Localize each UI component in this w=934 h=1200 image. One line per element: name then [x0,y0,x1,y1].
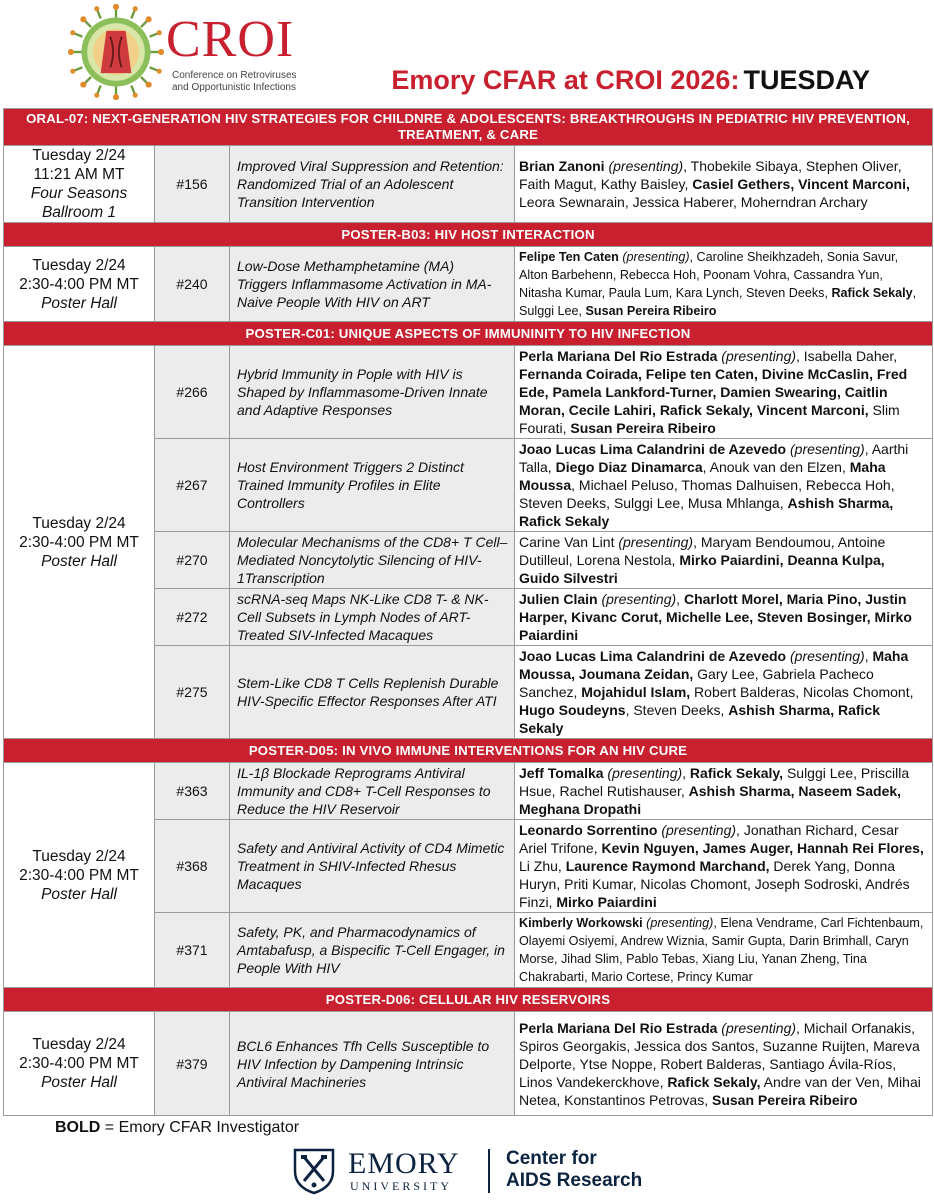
author-segment: (presenting) [614,534,694,550]
abstract-number: #156 [155,146,230,223]
author-segment: , Anouk van den Elzen, [702,459,850,475]
author-segment: (presenting) [618,250,690,264]
author-segment: Joao Lucas Lima Calandrini de Azevedo [519,648,787,664]
abstract-number: #267 [155,439,230,532]
author-segment: Laurence Raymond Marchand, [565,858,770,874]
author-segment: Mirko Paiardini [556,894,657,910]
abstract-number: #240 [155,247,230,322]
session-location: Poster Hall [41,885,117,903]
author-segment: (presenting) [717,348,797,364]
author-segment: Ashish Sharma, Rafick Sekaly [519,495,894,529]
author-segment: Mirko Paiardini, Deanna Kulpa, Guido Silvestri [519,552,885,586]
author-segment: Rafick Sekaly [831,286,913,300]
author-segment: , [676,591,684,607]
abstract-title: Molecular Mechanisms of the CD8+ T Cell– Mediated Noncytolytic Silencing of HIV-1Transcription [230,532,515,589]
author-segment: Li Zhu, [519,858,566,874]
author-segment: , Isabella Daher, [796,348,898,364]
author-segment: Perla Mariana Del Rio Estrada [519,1019,718,1036]
author-segment: Ashish Sharma, Rafick Sekaly [519,702,881,736]
author-list [515,146,933,223]
author-segment: Felipe Ten Caten [519,250,619,264]
author-segment: Brian Zanoni [519,158,605,174]
abstract-number: #266 [155,346,230,439]
croi-subtitle-line: Conference on Retroviruses [172,70,297,81]
session-location: Poster Hall [41,1074,117,1091]
author-segment: Carine Van Lint [519,534,615,550]
author-segment: (presenting) [657,822,737,838]
croi-wordmark: CROI [166,11,295,68]
abstract-number: #363 [155,763,230,820]
session-row [4,146,933,223]
author-list [515,439,933,532]
abstract-number: #368 [155,820,230,913]
session-time: 2:30-4:00 PM MT [19,275,139,293]
author-segment: Diego Diaz Dinamarca [555,459,703,475]
author-segment: Kevin Nguyen, James Auger, Hannah Rei Flores, [601,840,924,856]
section-header-row [4,988,933,1012]
section-heading: POSTER-D06: CELLULAR HIV RESERVOIRS [4,988,933,1012]
author-segment: , Sulggi Lee, [519,286,917,318]
emory-cfar-logo [292,1145,652,1195]
session-time-cell [4,247,155,322]
abstract-title: Safety and Antiviral Activity of CD4 Mimetic Treatment in SHIV-Infected Rhesus Macaques [230,820,515,913]
session-time-cell [4,346,155,739]
abstract-number: #270 [155,532,230,589]
author-segment: Leonardo Sorrentino [519,822,658,838]
session-date: Tuesday 2/24 [32,847,126,865]
page-header [0,0,934,108]
abstract-number: #272 [155,589,230,646]
session-date: Tuesday 2/24 [32,256,126,274]
abstract-title: Low-Dose Methamphetamine (MA) Triggers Inflammasome Activation in MA-Naive People With HIV on ART [230,247,515,322]
author-list [515,532,933,589]
section-heading: POSTER-C01: UNIQUE ASPECTS OF IMMUNINITY TO HIV INFECTION [4,322,933,346]
author-segment: Joao Lucas Lima Calandrini de Azevedo [519,441,787,457]
legend-text: = Emory CFAR Investigator [100,1119,300,1136]
abstract-title: Host Environment Triggers 2 Distinct Trained Immunity Profiles in Elite Controllers [230,439,515,532]
section-header-row [4,322,933,346]
author-segment: , [864,648,873,664]
bold-legend [55,1119,299,1137]
author-segment: Jeff Tomalka [519,765,604,781]
author-segment: Rafick Sekaly, [689,765,784,781]
author-segment: , Michail Orfanakis, Spiros Georgakis, Jessica dos Santos, Suzanne Ruijten, Mareva Delporte, Ytse Noppe, Robert Balderas, Santiago Ávila-Ríos, Linos Vandekerckhove, [519,1019,920,1090]
author-segment: Leora Sewnarain, Jessica Haberer, Moherndran Archary [519,194,868,210]
section-header-row [4,109,933,146]
emory-university-label: UNIVERSITY [350,1179,452,1193]
page-title [391,64,870,96]
abstract-title: Stem-Like CD8 T Cells Replenish Durable HIV-Specific Effector Responses After ATI [230,646,515,739]
page-title-day: TUESDAY [743,65,870,95]
author-segment: Sulggi Lee, Priscilla Hsue, Rachel Rutishauser, [519,765,910,799]
session-date: Tuesday 2/24 [32,514,126,532]
abstract-title: IL-1β Blockade Reprograms Antiviral Immunity and CD8+ T-Cell Responses to Reduce the HIV Reservoir [230,763,515,820]
author-list [515,1012,933,1116]
author-list [515,820,933,913]
emory-wordmark: EMORY [348,1147,460,1180]
section-heading: POSTER-D05: IN VIVO IMMUNE INTERVENTIONS FOR AN HIV CURE [4,739,933,763]
author-segment: Mojahidul Islam, [581,684,691,700]
session-date: Tuesday 2/24 [32,1036,126,1053]
page-title-text: Emory CFAR at CROI 2026: [391,65,740,95]
author-list [515,763,933,820]
author-segment: Susan Pereira Ribeiro [585,304,717,318]
abstract-title: Safety, PK, and Pharmacodynamics of Amtabafusp, a Bispecific T-Cell Engager, in People With HIV [230,913,515,988]
author-list [515,346,933,439]
author-segment: (presenting) [597,591,677,607]
author-list [515,913,933,988]
author-segment: Rafick Sekaly, [667,1073,761,1090]
author-segment: , Thobekile Sibaya, Stephen Oliver, Faith Magut, Kathy Baisley, [519,158,902,192]
croi-subtitle [172,70,332,94]
author-segment: Susan Pereira Ribeiro [712,1091,858,1108]
author-segment: , Caroline Sheikhzadeh, Sonia Savur, Alton Barbehenn, Rebecca Hoh, Poonam Vohra, Cassandra Yun, Nitasha Kumar, Paula Lum, Kara Lynch, Steven Deeks, [519,250,899,300]
author-segment: Charlott Morel, Maria Pino, Justin Harper, Kivanc Corut, Michelle Lee, Steven Bosinger, Mirko Paiardini [519,591,912,643]
schedule-table [3,108,933,1116]
session-location: Poster Hall [41,552,117,570]
session-time: 11:21 AM MT [33,166,125,183]
session-location: Poster Hall [41,294,117,312]
author-segment: , Michael Peluso, Thomas Dalhuisen, Rebecca Hoh, Steven Deeks, Sulggi Lee, Musa Mhlanga, [519,477,895,511]
author-segment: Maha Moussa, Joumana Zeidan, [519,648,909,682]
session-row [4,346,933,439]
author-list [515,589,933,646]
author-segment: , Elena Vendrame, Carl Fichtenbaum, Olayemi Osiyemi, Andrew Wiznia, Samir Gupta, Darin Brimhall, Caryn Morse, Jihad Slim, Pablo Tebas, Xiang Liu, Yanan Zheng, Tina Chakrabarti, Mario Cortese, Princy Kumar [519,916,924,984]
session-row [4,763,933,820]
section-header-row [4,223,933,247]
author-segment: Derek Yang, Donna Huryn, Priti Kumar, Nicolas Chomont, Joseph Sodroski, Andrés Finzi, [519,858,910,910]
author-list [515,247,933,322]
abstract-title: BCL6 Enhances Tfh Cells Susceptible to HIV Infection by Dampening Intrinsic Antiviral Machineries [230,1012,515,1116]
abstract-number: #275 [155,646,230,739]
author-segment: , Steven Deeks, [625,702,729,718]
author-segment: (presenting) [717,1019,797,1036]
session-row [4,1012,933,1116]
abstract-number: #371 [155,913,230,988]
abstract-title: Improved Viral Suppression and Retention: Randomized Trial of an Adolescent Transition Intervention [230,146,515,223]
session-location: Four Seasons Ballroom 1 [30,185,128,221]
author-segment: , Maryam Bendoumou, Antoine Dutilleul, Lorena Nestola, [519,534,886,568]
author-segment: , Jonathan Richard, Cesar Ariel Trifone, [519,822,899,856]
logo-divider [488,1149,490,1193]
session-time: 2:30-4:00 PM MT [19,866,139,884]
section-heading: POSTER-B03: HIV HOST INTERACTION [4,223,933,247]
virus-logo-icon [68,4,164,100]
author-segment: Hugo Soudeyns [519,702,626,718]
author-segment: Gary Lee, Gabriela Pacheco Sanchez, [519,666,874,700]
section-heading: ORAL-07: NEXT-GENERATION HIV STRATEGIES FOR CHILDNRE & ADOLESCENTS: BREAKTHROUGHS IN PEDIATRIC HIV PREVENTION, TREATMENT, & CARE [4,109,933,146]
abstract-title: scRNA-seq Maps NK-Like CD8 T- & NK-Cell Subsets in Lymph Nodes of ART-Treated SIV-Infected Macaques [230,589,515,646]
author-segment: Susan Pereira Ribeiro [570,420,716,436]
session-time-cell [4,146,155,223]
author-segment: Andre van der Ven, Mihai Netea, Konstantinos Petrovas, [519,1073,921,1108]
session-time-cell [4,763,155,988]
author-segment: Ashish Sharma, Naseem Sadek, Meghana Dropathi [519,783,902,817]
cfar-line-2: AIDS Research [506,1170,643,1191]
author-segment: Robert Balderas, Nicolas Chomont, [690,684,914,700]
legend-bold-word: BOLD [55,1119,101,1136]
croi-subtitle-line: and Opportunistic Infections [172,82,296,93]
session-time: 2:30-4:00 PM MT [19,533,139,551]
session-time: 2:30-4:00 PM MT [19,1055,139,1072]
author-segment: Julien Clain [519,591,598,607]
author-segment: (presenting) [786,648,865,664]
session-time-cell [4,1012,155,1116]
emory-shield-icon [292,1147,336,1195]
author-segment: Perla Mariana Del Rio Estrada [519,348,718,364]
author-segment: Maha Moussa [519,459,886,493]
section-header-row [4,739,933,763]
author-segment: (presenting) [603,765,683,781]
author-segment: Kimberly Workowski [519,916,643,930]
author-segment: (presenting) [786,441,865,457]
author-segment: (presenting) [642,916,714,930]
author-segment: Slim Fourati, [519,402,900,436]
cfar-line-1: Center for [506,1148,597,1169]
author-segment: , Aarthi Talla, [519,441,909,475]
cfar-label [506,1148,642,1192]
author-segment: Casiel Gethers, Vincent Marconi, [692,176,910,192]
session-row [4,247,933,322]
session-date: Tuesday 2/24 [32,147,126,164]
abstract-title: Hybrid Immunity in Pople with HIV is Shaped by Inflammasome-Driven Innate and Adaptive Responses [230,346,515,439]
abstract-number: #379 [155,1012,230,1116]
author-segment: , [682,765,690,781]
author-segment: (presenting) [604,158,684,174]
author-list [515,646,933,739]
author-segment: Fernanda Coirada, Felipe ten Caten, Divine McCaslin, Fred Ede, Pamela Lankford-Turner, Damien Swearing, Caitlin Moran, Cecile Lahiri, Rafick Sekaly, Vincent Marconi, [519,366,908,418]
